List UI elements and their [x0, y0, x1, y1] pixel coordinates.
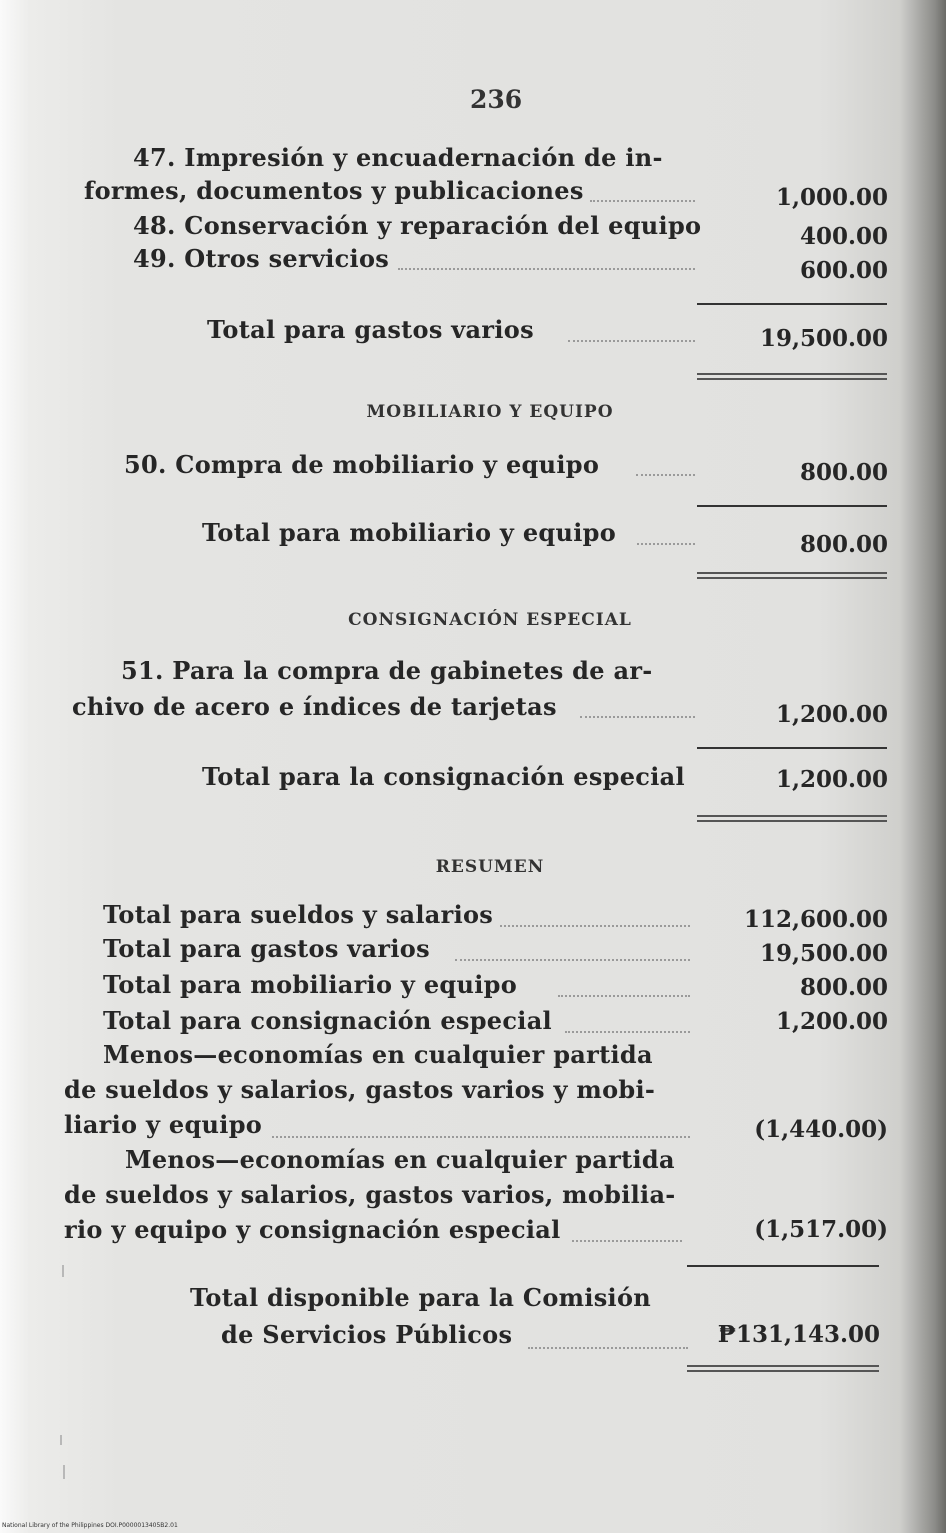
resumen-heading: RESUMEN — [435, 857, 545, 877]
leader-dots — [636, 474, 695, 476]
total-consignacion-amount: 1,200.00 — [775, 766, 888, 793]
leader-dots — [590, 200, 695, 202]
total-double-rule — [687, 1365, 879, 1372]
resumen-row-label: Total para consignación especial — [103, 1006, 552, 1035]
item-50-amount: 800.00 — [799, 459, 888, 486]
scan-speck — [62, 1265, 64, 1277]
scan-speck — [60, 1435, 62, 1445]
menos2-line3: rio y equipo y consignación especial — [64, 1215, 561, 1244]
menos1-line1: Menos—economías en cualquier partida — [103, 1040, 653, 1069]
item-49-amount: 600.00 — [799, 257, 888, 284]
total-double-rule — [697, 815, 887, 822]
menos1-line2: de sueldos y salarios, gastos varios y mobi- — [64, 1075, 656, 1104]
subtotal-rule — [697, 505, 887, 507]
subtotal-rule — [697, 747, 887, 749]
total-double-rule — [697, 373, 887, 380]
total-disponible-line2: de Servicios Públicos — [221, 1320, 513, 1349]
leader-dots — [500, 925, 690, 927]
resumen-row-label: Total para mobiliario y equipo — [103, 970, 518, 999]
resumen-row-amount: 800.00 — [799, 974, 888, 1001]
menos2-line2: de sueldos y salarios, gastos varios, mobilia- — [64, 1180, 676, 1209]
mobiliario-heading: MOBILIARIO Y EQUIPO — [366, 402, 614, 422]
leader-dots — [572, 1240, 682, 1242]
total-disponible-line1: Total disponible para la Comisión — [190, 1283, 652, 1312]
leader-dots — [558, 995, 690, 997]
resumen-row-amount: 1,200.00 — [775, 1008, 888, 1035]
item-47-line2: formes, documentos y publicaciones — [84, 176, 584, 205]
scan-speck — [63, 1465, 65, 1479]
item-51-line2: chivo de acero e índices de tarjetas — [72, 692, 557, 721]
page-number: 236 — [470, 85, 523, 114]
menos2-amount: (1,517.00) — [754, 1216, 888, 1243]
leader-dots — [565, 1031, 690, 1033]
item-51-amount: 1,200.00 — [775, 701, 888, 728]
total-gastos-label: Total para gastos varios — [207, 315, 534, 344]
leader-dots — [455, 959, 690, 961]
item-47-amount: 1,000.00 — [775, 184, 888, 211]
total-mobiliario-label: Total para mobiliario y equipo — [202, 518, 617, 547]
subtotal-rule — [687, 1265, 879, 1267]
total-disponible-amount: ₱131,143.00 — [717, 1321, 880, 1348]
leader-dots — [398, 268, 695, 270]
resumen-row-amount: 19,500.00 — [759, 940, 888, 967]
menos2-line1: Menos—economías en cualquier partida — [125, 1145, 675, 1174]
total-mobiliario-amount: 800.00 — [799, 531, 888, 558]
item-48-label: 48. Conservación y reparación del equipo — [133, 211, 702, 240]
item-51-line1: 51. Para la compra de gabinetes de ar- — [121, 656, 653, 685]
subtotal-rule — [697, 303, 887, 305]
leader-dots — [528, 1347, 688, 1349]
menos1-line3: liario y equipo — [64, 1110, 263, 1139]
menos1-amount: (1,440.00) — [754, 1116, 888, 1143]
consignacion-heading: CONSIGNACIÓN ESPECIAL — [348, 610, 632, 630]
total-consignacion-label: Total para la consignación especial — [202, 762, 685, 791]
resumen-row-label: Total para gastos varios — [103, 934, 430, 963]
total-double-rule — [697, 572, 887, 579]
item-47-line1: 47. Impresión y encuadernación de in- — [133, 143, 663, 172]
resumen-row-amount: 112,600.00 — [743, 906, 888, 933]
leader-dots — [272, 1136, 690, 1138]
footer-credit: National Library of the Philippines DOI.P0000013405B2.01 — [2, 1522, 178, 1529]
item-49-label: 49. Otros servicios — [133, 244, 390, 273]
resumen-row-label: Total para sueldos y salarios — [103, 900, 494, 929]
leader-dots — [637, 543, 695, 545]
leader-dots — [580, 716, 695, 718]
leader-dots — [568, 340, 695, 342]
total-gastos-amount: 19,500.00 — [759, 325, 888, 352]
item-48-amount: 400.00 — [799, 223, 888, 250]
item-50-label: 50. Compra de mobiliario y equipo — [124, 450, 600, 479]
